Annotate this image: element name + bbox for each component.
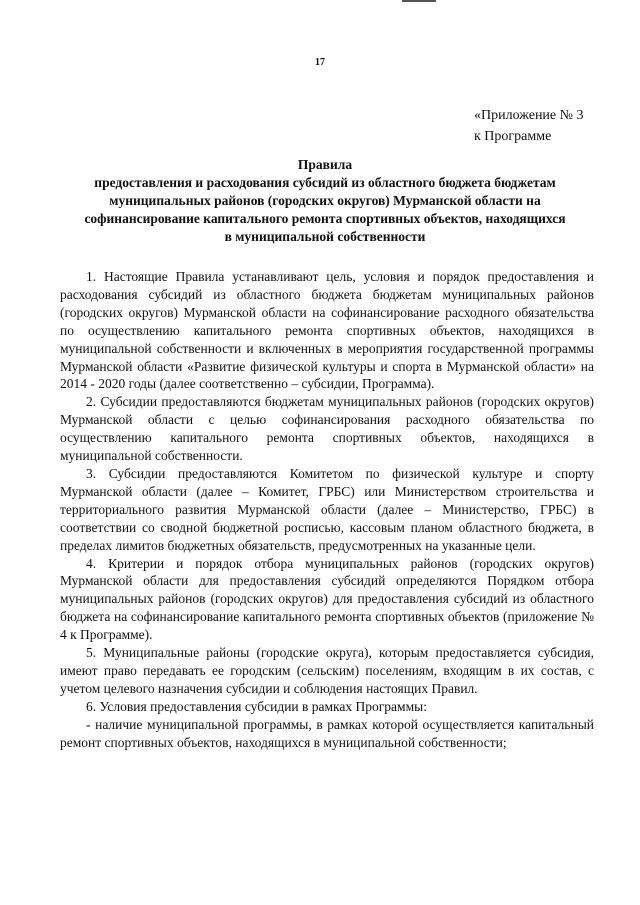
appendix-reference [474,105,584,147]
appendix-line-2: к Программе [474,129,552,144]
top-edge-mark [402,0,436,2]
document-body [60,268,594,751]
title-line-1: Правила [297,157,353,172]
paragraph-1: 1. Настоящие Правила устанавливают цель, условия и порядок предоставления и расходования субсидий из областного бюджета бюджетам муниципальных районов (городских округов) Мурманской области на софинансирование расходного обязательства по осуществлению капитального ремонта спортивных объектов, находящихся в муниципальной собственности и включенных в мероприятия государственной программы Мурманской области «Развитие физической культуры и спорта в Мурманской области» на 2014 - 2020 годы (далее соответственно – субсидии, Программа). [60,269,594,392]
paragraph-5: 5. Муниципальные районы (городские округа), которым предоставляется субсидия, имеют право передавать ее городским (сельским) поселениям, входящим в их состав, с учетом целевого назначения субсидии и соблюдения настоящих Правил. [60,645,594,696]
paragraph-6-condition-1: - наличие муниципальной программы, в рамках которой осуществляется капитальный ремонт спортивных объектов, находящихся в муниципальной собственности; [60,716,594,750]
title-line-2: предоставления и расходования субсидий из областного бюджета бюджетам [94,175,556,190]
paragraph-6: 6. Условия предоставления субсидии в рамках Программы: [86,698,427,714]
appendix-line-1: «Приложение № 3 [474,108,584,123]
title-line-4: софинансирование капитального ремонта спортивных объектов, находящихся [84,211,566,226]
document-title [60,156,590,246]
title-line-3: муниципальных районов (городских округов) Мурманской области на [109,193,541,208]
title-line-5: в муниципальной собственности [224,229,426,244]
paragraph-3: 3. Субсидии предоставляются Комитетом по физической культуре и спорту Мурманской области (далее – Комитет, ГРБС) или Министерством строительства и территориального развития Мурманской области (далее – Министерство, ГРБС) в соответствии со сводной бюджетной росписью, кассовым планом областного бюджета, в пределах лимитов бюджетных обязательств, предусмотренных на указанные цели. [60,465,594,553]
paragraph-4: 4. Критерии и порядок отбора муниципальных районов (городских округов) Мурманской области для предоставления субсидий определяются Порядком отбора муниципальных районов (городских округов) для предоставления субсидий из областного бюджета на софинансирование капитального ремонта спортивных объектов (приложение № 4 к Программе). [60,555,594,643]
page-number: 17 [315,57,325,68]
paragraph-2: 2. Субсидии предоставляются бюджетам муниципальных районов (городских округов) Мурманской области с целью софинансирования расходного обязательства по осуществлению капитального ремонта спортивных объектов, находящихся в муниципальной собственности. [60,394,594,464]
